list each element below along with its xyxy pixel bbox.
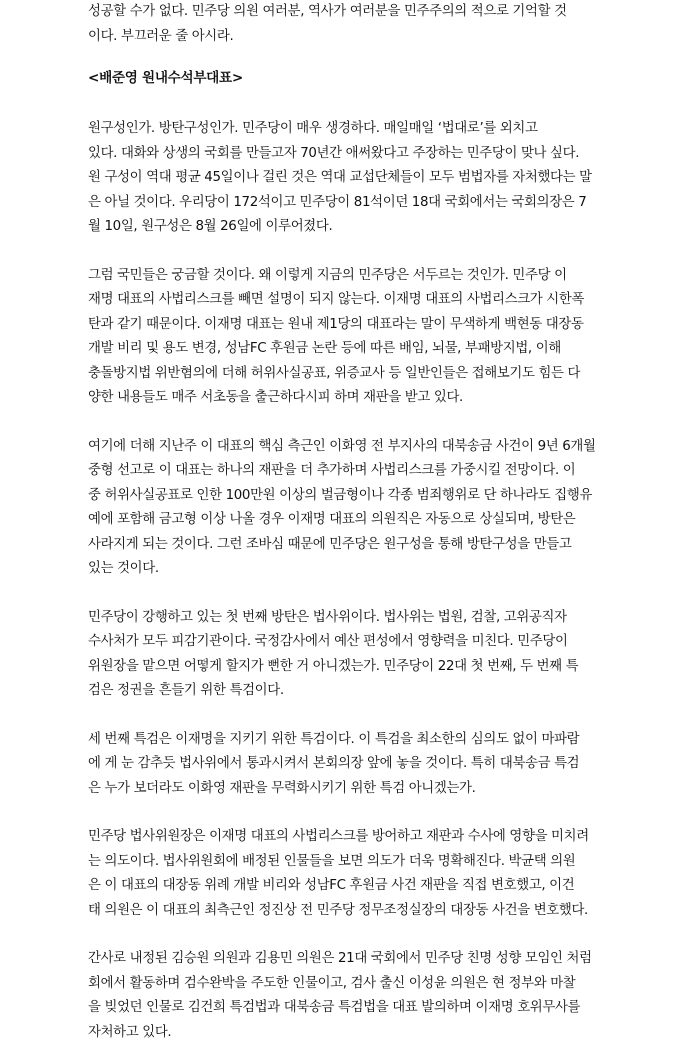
- paragraph-7: [88, 947, 658, 1045]
- text-line: 사라지게 되는 것이다. 그런 조바심 때문에 민주당은 원구성을 통해 방탄구성을 만들고: [88, 533, 658, 558]
- paragraph-5: [88, 728, 658, 802]
- text-line: 은 이 대표의 대장동 위례 개발 비리와 성남FC 후원금 사건 재판을 직접 변호했고, 이건: [88, 874, 658, 899]
- text-line: 재명 대표의 사법리스크를 빼면 설명이 되지 않는다. 이재명 대표의 사법리스크가 시한폭: [88, 288, 658, 313]
- text-line: 중형 선고로 이 대표는 하나의 재판을 더 추가하며 사법리스크를 가중시킬 전망이다. 이: [88, 459, 658, 484]
- text-line: 월 10일, 원구성은 8월 26일에 이루어졌다.: [88, 215, 658, 240]
- text-line: 여기에 더해 지난주 이 대표의 핵심 측근인 이화영 전 부지사의 대북송금 사건이 9년 6개월: [88, 435, 658, 460]
- document-page: [88, 0, 658, 1045]
- paragraph-4: [88, 606, 658, 704]
- text-line: 이다. 부끄러운 줄 아시라.: [88, 25, 658, 50]
- text-line: 세 번째 특검은 이재명을 지키기 위한 특검이다. 이 특검을 최소한의 심의도 없이 마파람: [88, 728, 658, 753]
- text-line: 중 허위사실공표로 인한 100만원 이상의 벌금형이나 각종 범죄행위로 단 하나라도 집행유: [88, 484, 658, 509]
- text-line: 는 의도이다. 법사위원회에 배정된 인물들을 보면 의도가 더욱 명확해진다. 박균택 의원: [88, 850, 658, 875]
- text-line: 탄과 같기 때문이다. 이재명 대표는 원내 제1당의 대표라는 말이 무색하게 백현동 대장동: [88, 313, 658, 338]
- text-line: 태 의원은 이 대표의 최측근인 정진상 전 민주당 정무조정실장의 대장동 사건을 변호했다.: [88, 899, 658, 924]
- text-line: 을 빚었던 인물로 김건희 특검법과 대북송금 특검법을 대표 발의하며 이재명 호위무사를: [88, 996, 658, 1021]
- text-line: 자처하고 있다.: [88, 1021, 658, 1045]
- text-line: 검은 정권을 흔들기 위한 특검이다.: [88, 679, 658, 704]
- text-line: 그럼 국민들은 궁금할 것이다. 왜 이렇게 지금의 민주당은 서두르는 것인가. 민주당 이: [88, 264, 658, 289]
- text-line: 성공할 수가 없다. 민주당 의원 여러분, 역사가 여러분을 민주주의의 적으로 기억할 것: [88, 0, 658, 25]
- text-line: 위원장을 맡으면 어떻게 할지가 뻔한 거 아니겠는가. 민주당이 22대 첫 번째, 두 번째 특: [88, 655, 658, 680]
- paragraph-2: [88, 264, 658, 411]
- text-line: 있다. 대화와 상생의 국회를 만들고자 70년간 애써왔다고 주장하는 민주당이 맞나 싶다.: [88, 142, 658, 167]
- intro-paragraph: [88, 0, 658, 49]
- text-line: 있는 것이다.: [88, 557, 658, 582]
- text-line: 충돌방지법 위반혐의에 더해 허위사실공표, 위증교사 등 일반인들은 접해보기도 힘든 다: [88, 362, 658, 387]
- text-line: 양한 내용들도 매주 서초동을 출근하다시피 하며 재판을 받고 있다.: [88, 386, 658, 411]
- paragraph-1: [88, 117, 658, 240]
- speaker-heading: <배준영 원내수석부대표>: [88, 66, 658, 90]
- text-line: 은 아닐 것이다. 우리당이 172석이고 민주당이 81석이던 18대 국회에서는 국회의장은 7: [88, 191, 658, 216]
- text-line: 에 게 눈 감추듯 법사위에서 통과시켜서 본회의장 앞에 놓을 것이다. 특히 대북송금 특검: [88, 752, 658, 777]
- paragraph-3: [88, 435, 658, 582]
- text-line: 수사처가 모두 피감기관이다. 국정감사에서 예산 편성에서 영향력을 미친다. 민주당이: [88, 630, 658, 655]
- text-line: 간사로 내정된 김승원 의원과 김용민 의원은 21대 국회에서 민주당 친명 성향 모임인 처럼: [88, 947, 658, 972]
- text-line: 회에서 활동하며 검수완박을 주도한 인물이고, 검사 출신 이성윤 의원은 현 정부와 마찰: [88, 972, 658, 997]
- text-line: 원 구성이 역대 평균 45일이나 걸린 것은 역대 교섭단체들이 모두 범법자를 자처했다는 말: [88, 166, 658, 191]
- text-line: 은 누가 보더라도 이화영 재판을 무력화시키기 위한 특검 아니겠는가.: [88, 777, 658, 802]
- paragraph-6: [88, 825, 658, 923]
- text-line: 원구성인가. 방탄구성인가. 민주당이 매우 생경하다. 매일매일 ‘법대로’를 외치고: [88, 117, 658, 142]
- text-line: 민주당이 강행하고 있는 첫 번째 방탄은 법사위이다. 법사위는 법원, 검찰, 고위공직자: [88, 606, 658, 631]
- text-line: 개발 비리 및 용도 변경, 성남FC 후원금 논란 등에 따른 배임, 뇌물, 부패방지법, 이해: [88, 337, 658, 362]
- text-line: 예에 포함해 금고형 이상 나올 경우 이재명 대표의 의원직은 자동으로 상실되며, 방탄은: [88, 508, 658, 533]
- text-line: 민주당 법사위원장은 이재명 대표의 사법리스크를 방어하고 재판과 수사에 영향을 미치려: [88, 825, 658, 850]
